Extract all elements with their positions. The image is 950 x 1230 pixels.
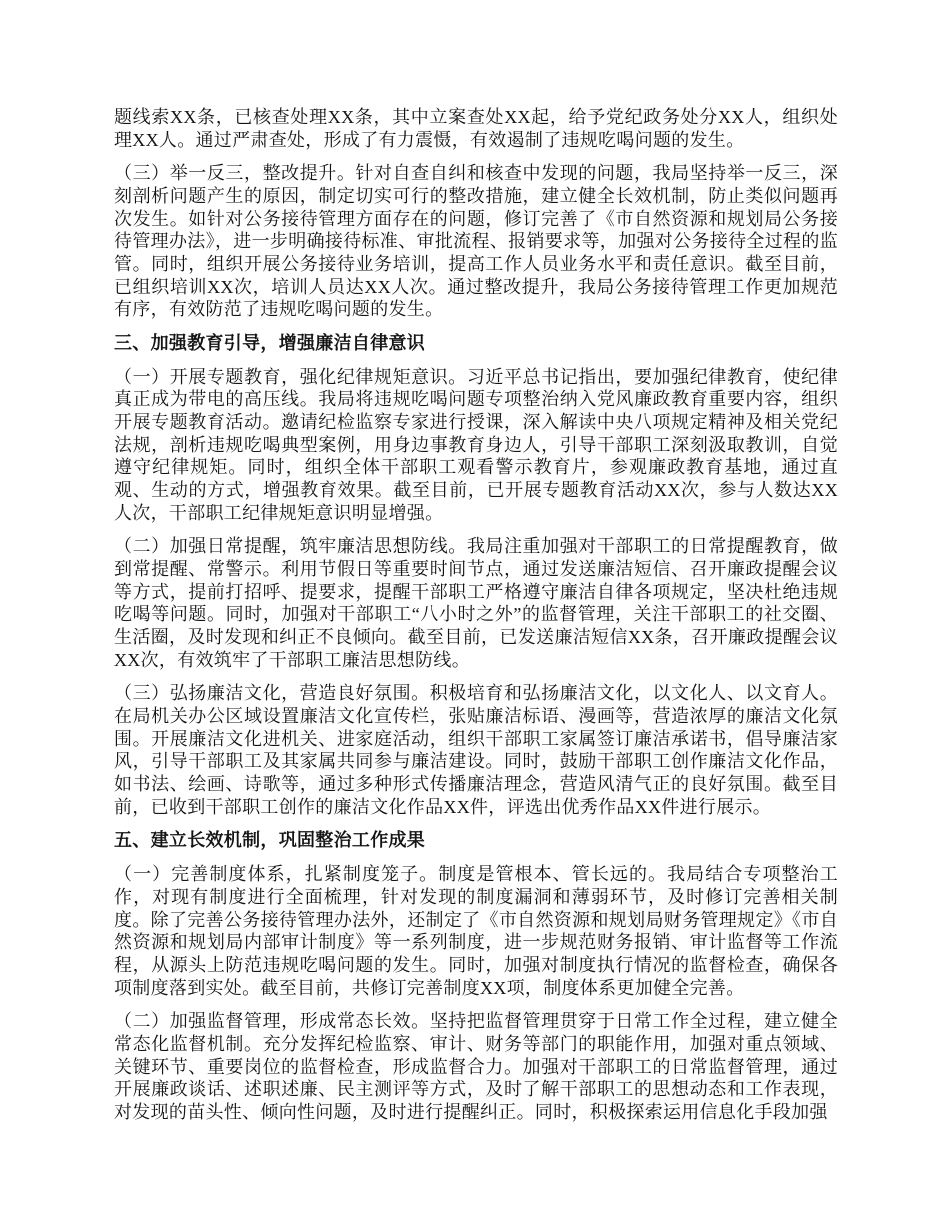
paragraph-integrity-culture: （三）弘扬廉洁文化，营造良好氛围。积极培育和弘扬廉洁文化，以文化人、以文育人。在局机关办公区域设置廉洁文化宣传栏，张贴廉洁标语、漫画等，营造浓厚的廉洁文化氛围。开展廉洁文化进机关、进家庭活动，组织干部职工家属签订廉洁承诺书，倡导廉洁家风，引导干部职工及其家属共同参与廉洁建设。同时，鼓励干部职工创作廉洁文化作品，如书法、绘画、诗歌等，通过多种形式传播廉洁理念，营造风清气正的良好氛围。截至目前，已收到干部职工创作的廉洁文化作品XX件，评选出优秀作品XX件进行展示。 (114, 683, 838, 817)
section-heading-education-guidance: 三、加强教育引导，增强廉洁自律意识 (114, 333, 426, 354)
document-body (114, 106, 838, 1124)
paragraph-system-improvement: （一）完善制度体系，扎紧制度笼子。制度是管根本、管长远的。我局结合专项整治工作，对现有制度进行全面梳理，针对发现的制度漏洞和薄弱环节，及时修订完善相关制度。除了完善公务接待管理办法外，还制定了《市自然资源和规划局财务管理规定》《市自然资源和规划局内部审计制度》等一系列制度，进一步规范财务报销、审计监督等工作流程，从源头上防范违规吃喝问题的发生。同时，加强对制度执行情况的监督检查，确保各项制度落到实处。截至目前，共修订完善制度XX项，制度体系更加健全完善。 (114, 864, 838, 998)
paragraph-daily-reminders: （二）加强日常提醒，筑牢廉洁思想防线。我局注重加强对干部职工的日常提醒教育，做到常提醒、常警示。利用节假日等重要时间节点，通过发送廉洁短信、召开廉政提醒会议等方式，提前打招呼、提要求，提醒干部职工严格遵守廉洁自律各项规定，坚决杜绝违规吃喝等问题。同时，加强对干部职工“八小时之外”的监督管理，关注干部职工的社交圈、生活圈，及时发现和纠正不良倾向。截至目前，已发送廉洁短信XX条，召开廉政提醒会议XX次，有效筑牢了干部职工廉洁思想防线。 (114, 536, 838, 670)
paragraph-supervision-management: （二）加强监督管理，形成常态长效。坚持把监督管理贯穿于日常工作全过程，建立健全常态化监督机制。充分发挥纪检监察、审计、财务等部门的职能作用，加强对重点领域、关键环节、重要岗位的监督检查，形成监督合力。加强对干部职工的日常监督管理，通过开展廉政谈话、述职述廉、民主测评等方式，及时了解干部职工的思想动态和工作表现，对发现的苗头性、倾向性问题，及时进行提醒纠正。同时，积极探索运用信息化手段加强 (114, 1011, 838, 1122)
paragraph-rectification-improvement: （三）举一反三，整改提升。针对自查自纠和核查中发现的问题，我局坚持举一反三，深刻剖析问题产生的原因，制定切实可行的整改措施，建立健全长效机制，防止类似问题再次发生。如针对公务接待管理方面存在的问题，修订完善了《市自然资源和规划局公务接待管理办法》，进一步明确接待标准、审批流程、报销要求等，加强对公务接待全过程的监管。同时，组织开展公务接待业务培训，提高工作人员业务水平和责任意识。截至目前，已组织培训XX次，培训人员达XX人次。通过整改提升，我局公务接待管理工作更加规范有序，有效防范了违规吃喝问题的发生。 (114, 163, 838, 320)
paragraph-continuation: 题线索XX条，已核查处理XX条，其中立案查处XX起，给予党纪政务处分XX人，组织处理XX人。通过严肃查处，形成了有力震慑，有效遏制了违规吃喝问题的发生。 (114, 107, 838, 150)
paragraph-special-education: （一）开展专题教育，强化纪律规矩意识。习近平总书记指出，要加强纪律教育，使纪律真正成为带电的高压线。我局将违规吃喝问题专项整治纳入党风廉政教育重要内容，组织开展专题教育活动。邀请纪检监察专家进行授课，深入解读中央八项规定精神及相关党纪法规，剖析违规吃喝典型案例，用身边事教育身边人，引导干部职工深刻汲取教训，自觉遵守纪律规矩。同时，组织全体干部职工观看警示教育片，参观廉政教育基地，通过直观、生动的方式，增强教育效果。截至目前，已开展专题教育活动XX次，参与人数达XX人次，干部职工纪律规矩意识明显增强。 (114, 366, 838, 523)
section-heading-long-term-mechanism: 五、建立长效机制，巩固整治工作成果 (114, 830, 426, 851)
